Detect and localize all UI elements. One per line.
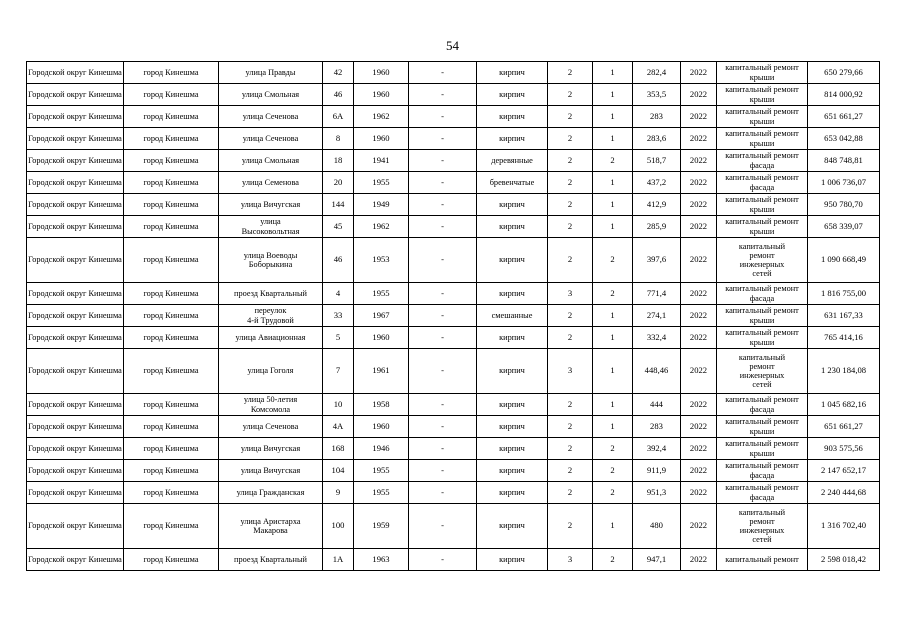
cell-work-type: капитальный ремонт фасада xyxy=(717,150,808,172)
cell-entrances: 2 xyxy=(593,549,633,571)
cell-repair-year: 2022 xyxy=(681,394,717,416)
cell-wall-material: кирпич xyxy=(477,438,548,460)
cell-work-type: капитальный ремонт инженерных сетей xyxy=(717,504,808,549)
cell-municipality: Городской округ Кинешма xyxy=(27,460,124,482)
cell-work-type: капитальный ремонт крыши xyxy=(717,305,808,327)
cell-house-number: 4 xyxy=(323,283,354,305)
cell-street: улица Сеченова xyxy=(219,416,323,438)
cell-street: улица Вичугская xyxy=(219,460,323,482)
cell-repair-year: 2022 xyxy=(681,194,717,216)
cell-build-year: 1955 xyxy=(354,482,409,504)
cell-house-number: 10 xyxy=(323,394,354,416)
cell-entrances: 1 xyxy=(593,349,633,394)
cell-house-number: 20 xyxy=(323,172,354,194)
cell-cost: 1 090 668,49 xyxy=(808,238,880,283)
table-row xyxy=(27,238,880,283)
cell-municipality: Городской округ Кинешма xyxy=(27,238,124,283)
cell-entrances: 1 xyxy=(593,128,633,150)
cell-cost: 765 414,16 xyxy=(808,327,880,349)
cell-floors: 2 xyxy=(548,128,593,150)
cell-work-type: капитальный ремонт фасада xyxy=(717,460,808,482)
cell-entrances: 1 xyxy=(593,84,633,106)
cell-settlement: город Кинешма xyxy=(124,84,219,106)
cell-repair-year: 2022 xyxy=(681,62,717,84)
cell-repair-year: 2022 xyxy=(681,460,717,482)
cell-municipality: Городской округ Кинешма xyxy=(27,106,124,128)
cell-build-year: 1960 xyxy=(354,62,409,84)
cell-entrances: 1 xyxy=(593,504,633,549)
cell-municipality: Городской округ Кинешма xyxy=(27,327,124,349)
cell-municipality: Городской округ Кинешма xyxy=(27,283,124,305)
cell-floors: 2 xyxy=(548,238,593,283)
cell-settlement: город Кинешма xyxy=(124,194,219,216)
cell-commissioning: - xyxy=(409,62,477,84)
cell-floors: 3 xyxy=(548,283,593,305)
table-row xyxy=(27,549,880,571)
cell-floors: 2 xyxy=(548,460,593,482)
cell-commissioning: - xyxy=(409,128,477,150)
cell-settlement: город Кинешма xyxy=(124,283,219,305)
cell-work-type: капитальный ремонт инженерных сетей xyxy=(717,238,808,283)
cell-commissioning: - xyxy=(409,438,477,460)
cell-area: 283 xyxy=(633,106,681,128)
cell-entrances: 1 xyxy=(593,106,633,128)
cell-house-number: 42 xyxy=(323,62,354,84)
cell-floors: 3 xyxy=(548,549,593,571)
cell-street: улица Смольная xyxy=(219,150,323,172)
cell-work-type: капитальный ремонт фасада xyxy=(717,482,808,504)
table-row xyxy=(27,394,880,416)
cell-street: улица Воеводы Боборыкина xyxy=(219,238,323,283)
cell-cost: 2 147 652,17 xyxy=(808,460,880,482)
cell-wall-material: кирпич xyxy=(477,482,548,504)
cell-build-year: 1946 xyxy=(354,438,409,460)
cell-house-number: 33 xyxy=(323,305,354,327)
cell-settlement: город Кинешма xyxy=(124,416,219,438)
cell-municipality: Городской округ Кинешма xyxy=(27,194,124,216)
cell-entrances: 2 xyxy=(593,238,633,283)
cell-house-number: 46 xyxy=(323,84,354,106)
cell-wall-material: кирпич xyxy=(477,106,548,128)
cell-build-year: 1949 xyxy=(354,194,409,216)
cell-commissioning: - xyxy=(409,482,477,504)
cell-cost: 903 575,56 xyxy=(808,438,880,460)
cell-cost: 631 167,33 xyxy=(808,305,880,327)
cell-wall-material: деревянные xyxy=(477,150,548,172)
cell-repair-year: 2022 xyxy=(681,482,717,504)
cell-build-year: 1958 xyxy=(354,394,409,416)
cell-municipality: Городской округ Кинешма xyxy=(27,128,124,150)
cell-cost: 814 000,92 xyxy=(808,84,880,106)
cell-wall-material: кирпич xyxy=(477,394,548,416)
cell-street: улица Аристарха Макарова xyxy=(219,504,323,549)
cell-repair-year: 2022 xyxy=(681,283,717,305)
table-row xyxy=(27,504,880,549)
cell-work-type: капитальный ремонт xyxy=(717,549,808,571)
cell-municipality: Городской округ Кинешма xyxy=(27,349,124,394)
cell-area: 397,6 xyxy=(633,238,681,283)
cell-area: 392,4 xyxy=(633,438,681,460)
cell-work-type: капитальный ремонт крыши xyxy=(717,194,808,216)
cell-street: улица Авиационная xyxy=(219,327,323,349)
cell-settlement: город Кинешма xyxy=(124,349,219,394)
cell-area: 444 xyxy=(633,394,681,416)
table-body xyxy=(27,62,880,571)
cell-floors: 2 xyxy=(548,216,593,238)
cell-repair-year: 2022 xyxy=(681,504,717,549)
cell-area: 947,1 xyxy=(633,549,681,571)
cell-build-year: 1962 xyxy=(354,216,409,238)
cell-area: 448,46 xyxy=(633,349,681,394)
cell-wall-material: кирпич xyxy=(477,416,548,438)
table-row xyxy=(27,150,880,172)
cell-municipality: Городской округ Кинешма xyxy=(27,504,124,549)
cell-municipality: Городской округ Кинешма xyxy=(27,216,124,238)
cell-wall-material: кирпич xyxy=(477,349,548,394)
cell-municipality: Городской округ Кинешма xyxy=(27,150,124,172)
cell-area: 771,4 xyxy=(633,283,681,305)
cell-settlement: город Кинешма xyxy=(124,128,219,150)
cell-floors: 2 xyxy=(548,62,593,84)
cell-commissioning: - xyxy=(409,194,477,216)
cell-settlement: город Кинешма xyxy=(124,504,219,549)
cell-build-year: 1967 xyxy=(354,305,409,327)
cell-house-number: 5 xyxy=(323,327,354,349)
cell-settlement: город Кинешма xyxy=(124,460,219,482)
cell-house-number: 1А xyxy=(323,549,354,571)
cell-work-type: капитальный ремонт крыши xyxy=(717,416,808,438)
cell-build-year: 1955 xyxy=(354,283,409,305)
cell-cost: 2 240 444,68 xyxy=(808,482,880,504)
table-row xyxy=(27,327,880,349)
cell-wall-material: кирпич xyxy=(477,327,548,349)
cell-build-year: 1961 xyxy=(354,349,409,394)
cell-settlement: город Кинешма xyxy=(124,216,219,238)
cell-entrances: 1 xyxy=(593,416,633,438)
cell-work-type: капитальный ремонт фасада xyxy=(717,172,808,194)
cell-settlement: город Кинешма xyxy=(124,549,219,571)
cell-house-number: 104 xyxy=(323,460,354,482)
cell-municipality: Городской округ Кинешма xyxy=(27,438,124,460)
cell-municipality: Городской округ Кинешма xyxy=(27,84,124,106)
cell-cost: 651 661,27 xyxy=(808,416,880,438)
cell-entrances: 2 xyxy=(593,482,633,504)
cell-street: улица Вичугская xyxy=(219,438,323,460)
cell-floors: 2 xyxy=(548,305,593,327)
cell-area: 518,7 xyxy=(633,150,681,172)
cell-street: улица Гоголя xyxy=(219,349,323,394)
cell-work-type: капитальный ремонт инженерных сетей xyxy=(717,349,808,394)
cell-municipality: Городской округ Кинешма xyxy=(27,305,124,327)
cell-work-type: капитальный ремонт крыши xyxy=(717,106,808,128)
cell-work-type: капитальный ремонт крыши xyxy=(717,128,808,150)
cell-municipality: Городской округ Кинешма xyxy=(27,394,124,416)
cell-house-number: 7 xyxy=(323,349,354,394)
cell-work-type: капитальный ремонт фасада xyxy=(717,283,808,305)
cell-commissioning: - xyxy=(409,305,477,327)
cell-work-type: капитальный ремонт крыши xyxy=(717,438,808,460)
cell-cost: 1 045 682,16 xyxy=(808,394,880,416)
cell-settlement: город Кинешма xyxy=(124,62,219,84)
cell-cost: 1 230 184,08 xyxy=(808,349,880,394)
cell-repair-year: 2022 xyxy=(681,438,717,460)
cell-floors: 2 xyxy=(548,327,593,349)
table-row xyxy=(27,305,880,327)
cell-cost: 658 339,07 xyxy=(808,216,880,238)
cell-house-number: 168 xyxy=(323,438,354,460)
cell-area: 282,4 xyxy=(633,62,681,84)
cell-wall-material: кирпич xyxy=(477,504,548,549)
cell-street: улица Сеченова xyxy=(219,128,323,150)
cell-street: улица Гражданская xyxy=(219,482,323,504)
cell-wall-material: кирпич xyxy=(477,216,548,238)
cell-area: 283,6 xyxy=(633,128,681,150)
table-row xyxy=(27,283,880,305)
cell-floors: 2 xyxy=(548,194,593,216)
cell-build-year: 1941 xyxy=(354,150,409,172)
table-row xyxy=(27,172,880,194)
cell-entrances: 2 xyxy=(593,460,633,482)
cell-wall-material: кирпич xyxy=(477,62,548,84)
cell-commissioning: - xyxy=(409,238,477,283)
cell-work-type: капитальный ремонт крыши xyxy=(717,216,808,238)
cell-build-year: 1963 xyxy=(354,549,409,571)
cell-settlement: город Кинешма xyxy=(124,394,219,416)
cell-wall-material: кирпич xyxy=(477,549,548,571)
cell-commissioning: - xyxy=(409,549,477,571)
cell-house-number: 100 xyxy=(323,504,354,549)
cell-entrances: 2 xyxy=(593,150,633,172)
cell-cost: 1 816 755,00 xyxy=(808,283,880,305)
cell-municipality: Городской округ Кинешма xyxy=(27,482,124,504)
cell-municipality: Городской округ Кинешма xyxy=(27,172,124,194)
page-number: 54 xyxy=(446,38,459,53)
cell-commissioning: - xyxy=(409,504,477,549)
cell-build-year: 1960 xyxy=(354,128,409,150)
cell-entrances: 1 xyxy=(593,216,633,238)
cell-area: 412,9 xyxy=(633,194,681,216)
table-row xyxy=(27,106,880,128)
cell-commissioning: - xyxy=(409,349,477,394)
cell-work-type: капитальный ремонт фасада xyxy=(717,394,808,416)
cell-house-number: 18 xyxy=(323,150,354,172)
cell-area: 274,1 xyxy=(633,305,681,327)
cell-street: переулок 4-й Трудовой xyxy=(219,305,323,327)
cell-repair-year: 2022 xyxy=(681,349,717,394)
cell-floors: 2 xyxy=(548,416,593,438)
cell-build-year: 1955 xyxy=(354,172,409,194)
cell-commissioning: - xyxy=(409,416,477,438)
table-row xyxy=(27,216,880,238)
cell-repair-year: 2022 xyxy=(681,106,717,128)
cell-commissioning: - xyxy=(409,172,477,194)
building-repair-table xyxy=(26,61,880,571)
cell-entrances: 2 xyxy=(593,283,633,305)
cell-entrances: 2 xyxy=(593,438,633,460)
cell-street: улица Высоковольтная xyxy=(219,216,323,238)
cell-settlement: город Кинешма xyxy=(124,238,219,283)
cell-repair-year: 2022 xyxy=(681,84,717,106)
cell-street: улица Правды xyxy=(219,62,323,84)
cell-floors: 2 xyxy=(548,106,593,128)
cell-street: улица Смольная xyxy=(219,84,323,106)
cell-commissioning: - xyxy=(409,327,477,349)
cell-cost: 1 006 736,07 xyxy=(808,172,880,194)
cell-repair-year: 2022 xyxy=(681,172,717,194)
cell-cost: 848 748,81 xyxy=(808,150,880,172)
cell-floors: 2 xyxy=(548,84,593,106)
cell-municipality: Городской округ Кинешма xyxy=(27,416,124,438)
cell-house-number: 4А xyxy=(323,416,354,438)
cell-settlement: город Кинешма xyxy=(124,327,219,349)
cell-repair-year: 2022 xyxy=(681,238,717,283)
cell-commissioning: - xyxy=(409,460,477,482)
cell-area: 911,9 xyxy=(633,460,681,482)
cell-settlement: город Кинешма xyxy=(124,172,219,194)
cell-house-number: 46 xyxy=(323,238,354,283)
cell-cost: 2 598 018,42 xyxy=(808,549,880,571)
cell-commissioning: - xyxy=(409,84,477,106)
cell-build-year: 1953 xyxy=(354,238,409,283)
cell-entrances: 1 xyxy=(593,172,633,194)
table-row xyxy=(27,194,880,216)
cell-work-type: капитальный ремонт крыши xyxy=(717,62,808,84)
cell-repair-year: 2022 xyxy=(681,549,717,571)
cell-street: улица Семенова xyxy=(219,172,323,194)
cell-house-number: 8 xyxy=(323,128,354,150)
cell-settlement: город Кинешма xyxy=(124,482,219,504)
cell-settlement: город Кинешма xyxy=(124,305,219,327)
cell-wall-material: кирпич xyxy=(477,283,548,305)
cell-settlement: город Кинешма xyxy=(124,106,219,128)
table-row xyxy=(27,438,880,460)
cell-municipality: Городской округ Кинешма xyxy=(27,62,124,84)
cell-wall-material: бревенчатые xyxy=(477,172,548,194)
cell-floors: 3 xyxy=(548,349,593,394)
cell-build-year: 1960 xyxy=(354,416,409,438)
cell-commissioning: - xyxy=(409,150,477,172)
cell-house-number: 144 xyxy=(323,194,354,216)
cell-build-year: 1962 xyxy=(354,106,409,128)
cell-area: 480 xyxy=(633,504,681,549)
cell-repair-year: 2022 xyxy=(681,128,717,150)
cell-entrances: 1 xyxy=(593,394,633,416)
cell-work-type: капитальный ремонт крыши xyxy=(717,84,808,106)
cell-cost: 650 279,66 xyxy=(808,62,880,84)
cell-floors: 2 xyxy=(548,394,593,416)
cell-entrances: 1 xyxy=(593,194,633,216)
cell-municipality: Городской округ Кинешма xyxy=(27,549,124,571)
cell-floors: 2 xyxy=(548,504,593,549)
cell-area: 353,5 xyxy=(633,84,681,106)
cell-cost: 950 780,70 xyxy=(808,194,880,216)
cell-work-type: капитальный ремонт крыши xyxy=(717,327,808,349)
cell-repair-year: 2022 xyxy=(681,150,717,172)
cell-wall-material: кирпич xyxy=(477,238,548,283)
cell-cost: 1 316 702,40 xyxy=(808,504,880,549)
cell-street: проезд Квартальный xyxy=(219,549,323,571)
cell-commissioning: - xyxy=(409,106,477,128)
table-row xyxy=(27,84,880,106)
cell-repair-year: 2022 xyxy=(681,216,717,238)
cell-area: 332,4 xyxy=(633,327,681,349)
cell-repair-year: 2022 xyxy=(681,305,717,327)
table-row xyxy=(27,349,880,394)
cell-house-number: 45 xyxy=(323,216,354,238)
cell-wall-material: кирпич xyxy=(477,460,548,482)
cell-commissioning: - xyxy=(409,283,477,305)
cell-area: 951,3 xyxy=(633,482,681,504)
cell-area: 285,9 xyxy=(633,216,681,238)
cell-build-year: 1960 xyxy=(354,84,409,106)
table-row xyxy=(27,128,880,150)
cell-wall-material: кирпич xyxy=(477,84,548,106)
cell-repair-year: 2022 xyxy=(681,416,717,438)
cell-settlement: город Кинешма xyxy=(124,150,219,172)
cell-area: 437,2 xyxy=(633,172,681,194)
cell-street: улица Сеченова xyxy=(219,106,323,128)
cell-entrances: 1 xyxy=(593,62,633,84)
table-row xyxy=(27,416,880,438)
cell-wall-material: кирпич xyxy=(477,128,548,150)
cell-wall-material: кирпич xyxy=(477,194,548,216)
cell-commissioning: - xyxy=(409,216,477,238)
cell-house-number: 6А xyxy=(323,106,354,128)
cell-street: проезд Квартальный xyxy=(219,283,323,305)
table-row xyxy=(27,482,880,504)
table-row xyxy=(27,62,880,84)
cell-floors: 2 xyxy=(548,438,593,460)
cell-street: улица 50-летия Комсомола xyxy=(219,394,323,416)
cell-floors: 2 xyxy=(548,172,593,194)
cell-floors: 2 xyxy=(548,150,593,172)
table-row xyxy=(27,460,880,482)
cell-commissioning: - xyxy=(409,394,477,416)
cell-cost: 653 042,88 xyxy=(808,128,880,150)
cell-build-year: 1959 xyxy=(354,504,409,549)
cell-cost: 651 661,27 xyxy=(808,106,880,128)
cell-build-year: 1960 xyxy=(354,327,409,349)
cell-house-number: 9 xyxy=(323,482,354,504)
cell-build-year: 1955 xyxy=(354,460,409,482)
cell-entrances: 1 xyxy=(593,305,633,327)
cell-entrances: 1 xyxy=(593,327,633,349)
cell-repair-year: 2022 xyxy=(681,327,717,349)
cell-floors: 2 xyxy=(548,482,593,504)
cell-area: 283 xyxy=(633,416,681,438)
cell-settlement: город Кинешма xyxy=(124,438,219,460)
cell-street: улица Вичугская xyxy=(219,194,323,216)
cell-wall-material: смешанные xyxy=(477,305,548,327)
